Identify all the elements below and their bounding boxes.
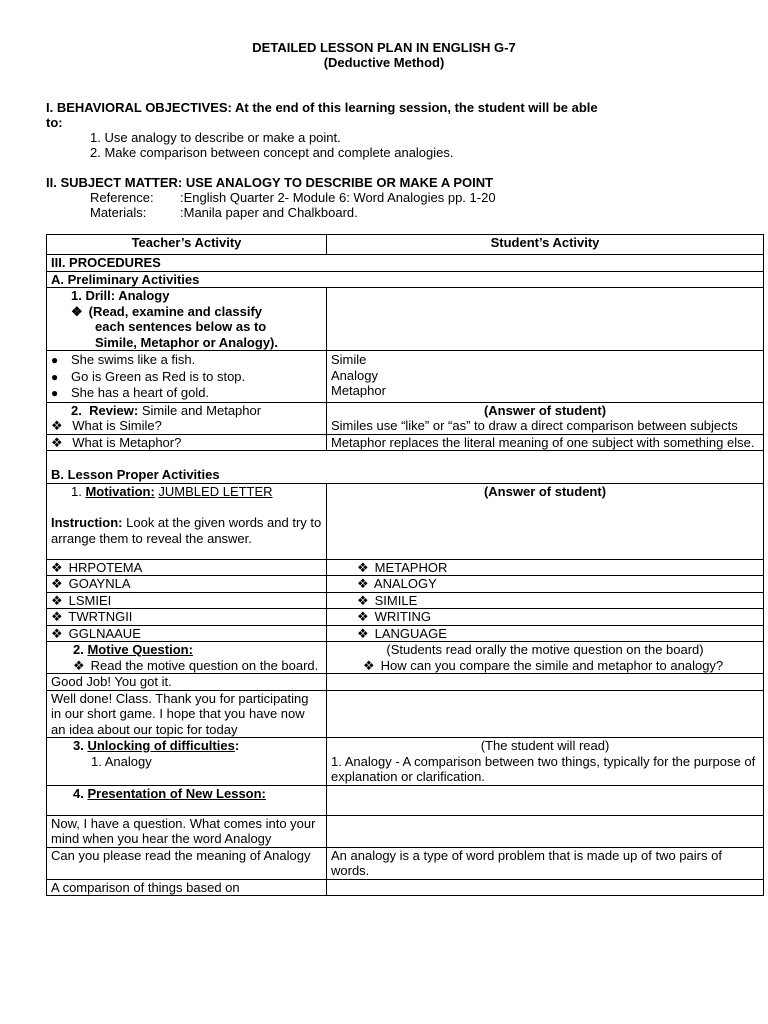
objective-item: 2. Make comparison between concept and complete analogies. (90, 145, 454, 160)
reference-label: Reference: (90, 190, 154, 205)
diamond-bullet-icon: ❖ (363, 657, 375, 673)
document-subtitle: (Deductive Method) (323, 55, 445, 70)
table-row (47, 674, 764, 691)
diamond-bullet-icon: ❖ (73, 657, 85, 673)
motive-answer-cell (327, 642, 764, 674)
table-row (47, 690, 764, 738)
answer-of-student: (Answer of student) (483, 483, 607, 499)
table-row (47, 609, 764, 626)
answer-of-student: (Answer of student) (483, 402, 607, 418)
list-item: Metaphor (331, 383, 386, 398)
drill-title: 1. Drill: Analogy (71, 288, 170, 303)
empty-cell (327, 674, 764, 691)
metaphor-question-cell (47, 434, 327, 451)
bullet-icon: ● (51, 369, 59, 384)
unlocking-answer-cell (327, 738, 764, 786)
table-row (47, 451, 764, 484)
sentences-cell (47, 351, 327, 403)
analogy-definition: 1. Analogy - A comparison between two things, typically for the purpose of explanation or clarification. (331, 753, 756, 784)
table-row (47, 847, 764, 879)
motive-title: 2. Motive Question: (73, 642, 193, 657)
instruction-text: Instruction: Look at the given words and try to arrange them to reveal the answer. (51, 515, 322, 546)
lesson-proper-cell (47, 451, 764, 484)
diamond-bullet-icon: ❖ (357, 576, 369, 591)
well-done-cell: Well done! Class. Thank you for participating in our short game. I hope that you have now an idea about our topic for today (47, 690, 327, 738)
jumbled-word-cell: ❖ TWRTNGII (47, 609, 327, 626)
presentation-title: 4. Presentation of New Lesson: (73, 785, 266, 801)
review-title: 2. Review: Simile and Metaphor (71, 402, 262, 418)
unlocking-cell (47, 738, 327, 786)
question-cell: Now, I have a question. What comes into your mind when you hear the word Analogy (47, 815, 327, 847)
bullet-icon: ● (51, 386, 59, 400)
diamond-bullet-icon: ❖ (51, 625, 63, 641)
procedures-heading: III. PROCEDURES (47, 255, 764, 272)
analogy-meaning-cell: An analogy is a type of word problem that is made up of two pairs of words. (327, 847, 764, 879)
table-row (47, 576, 764, 593)
jumbled-word-cell: ❖ GOAYNLA (47, 576, 327, 593)
drill-answer-cell (327, 288, 764, 351)
diamond-bullet-icon: ❖ (51, 609, 63, 624)
diamond-bullet-icon: ❖ (51, 559, 63, 575)
review-cell (47, 402, 327, 434)
student-activity-header: Student’s Activity (327, 235, 764, 255)
student-will-read: (The student will read) (480, 738, 610, 753)
table-row (47, 625, 764, 642)
diamond-bullet-icon: ❖ (357, 592, 369, 608)
table-row (47, 288, 764, 351)
motive-instruction: ❖ Read the motive question on the board. (73, 657, 319, 673)
comparison-cell: A comparison of things based on (47, 879, 327, 896)
diamond-bullet-icon: ❖ (51, 418, 63, 433)
table-row (47, 785, 764, 815)
sentence-answers-cell (327, 351, 764, 403)
document-title: DETAILED LESSON PLAN IN ENGLISH G-7 (252, 40, 516, 55)
preliminary-heading: A. Preliminary Activities (47, 271, 764, 288)
table-row (47, 434, 764, 451)
answer-word-cell: ❖ SIMILE (327, 592, 764, 609)
list-item: ● Go is Green as Red is to stop. (51, 368, 246, 384)
materials-value: :Manila paper and Chalkboard. (180, 205, 358, 220)
diamond-bullet-icon: ❖ (357, 625, 369, 641)
table-row (47, 642, 764, 674)
empty-cell (327, 815, 764, 847)
review-question: ❖ What is Metaphor? (51, 434, 182, 450)
teacher-activity-header: Teacher’s Activity (47, 235, 327, 255)
table-row (47, 879, 764, 896)
table-row (47, 483, 764, 559)
simile-answer: Similes use “like” or “as” to draw a direct comparison between subjects (331, 418, 738, 433)
motivation-answer-cell (327, 483, 764, 559)
diamond-bullet-icon: ❖ (51, 592, 63, 608)
table-row (47, 402, 764, 434)
metaphor-answer-cell: Metaphor replaces the literal meaning of one subject with something else. (327, 434, 764, 451)
jumbled-word-cell: ❖ HRPOTEMA (47, 559, 327, 576)
empty-cell (327, 785, 764, 815)
activities-table (46, 234, 764, 896)
motive-student-note: (Students read orally the motive question on the board) (386, 642, 704, 657)
good-job-cell: Good Job! You got it. (47, 674, 327, 691)
diamond-bullet-icon: ❖ (357, 559, 369, 575)
empty-cell (327, 690, 764, 738)
answer-word-cell: ❖ WRITING (327, 609, 764, 626)
answer-word-cell: ❖ METAPHOR (327, 559, 764, 576)
subject-heading: II. SUBJECT MATTER: USE ANALOGY TO DESCRIBE OR MAKE A POINT (46, 175, 494, 190)
diamond-bullet-icon: ❖ (357, 609, 369, 624)
unlocking-title: 3. Unlocking of difficulties: (73, 738, 240, 753)
motive-question-cell (47, 642, 327, 674)
table-row (47, 271, 764, 288)
table-header-row (47, 235, 764, 255)
reference-value: :English Quarter 2- Module 6: Word Analogies pp. 1-20 (180, 190, 496, 205)
motive-student-question: ❖ How can you compare the simile and metaphor to analogy? (363, 657, 724, 673)
objectives-heading-cont: to: (46, 115, 63, 130)
read-meaning-cell: Can you please read the meaning of Analogy (47, 847, 327, 879)
list-item: Analogy (331, 367, 378, 383)
objectives-heading: I. BEHAVIORAL OBJECTIVES: At the end of this learning session, the student will be able (46, 100, 598, 115)
presentation-cell (47, 785, 327, 815)
table-row (47, 815, 764, 847)
jumbled-word-cell: ❖ GGLNAAUE (47, 625, 327, 642)
materials-label: Materials: (90, 205, 147, 220)
drill-instruction: each sentences below as to (95, 319, 267, 334)
objective-item: 1. Use analogy to describe or make a point. (90, 130, 341, 145)
empty-cell (327, 879, 764, 896)
table-row (47, 738, 764, 786)
table-row (47, 592, 764, 609)
review-question: ❖ What is Simile? (51, 418, 162, 433)
lesson-proper-heading: B. Lesson Proper Activities (51, 467, 220, 482)
review-answer-cell (327, 402, 764, 434)
unlocking-item: 1. Analogy (91, 753, 152, 769)
answer-word-cell: ❖ ANALOGY (327, 576, 764, 593)
list-item: ● She swims like a fish. (51, 352, 196, 367)
diamond-bullet-icon: ❖ (51, 434, 63, 450)
motivation-cell (47, 483, 327, 559)
motivation-title: 1. Motivation: JUMBLED LETTER (71, 483, 273, 499)
drill-instruction: Simile, Metaphor or Analogy). (95, 334, 278, 350)
drill-cell (47, 288, 327, 351)
list-item: ● She has a heart of gold. (51, 385, 210, 400)
bullet-icon: ● (51, 353, 59, 367)
table-row (47, 255, 764, 272)
table-row (47, 351, 764, 403)
list-item: Simile (331, 352, 367, 367)
table-row (47, 559, 764, 576)
diamond-bullet-icon: ❖ (51, 576, 63, 591)
diamond-bullet-icon: ❖ (71, 303, 83, 319)
answer-word-cell: ❖ LANGUAGE (327, 625, 764, 642)
drill-instruction: ❖ (Read, examine and classify (71, 303, 263, 319)
jumbled-word-cell: ❖ LSMIEI (47, 592, 327, 609)
